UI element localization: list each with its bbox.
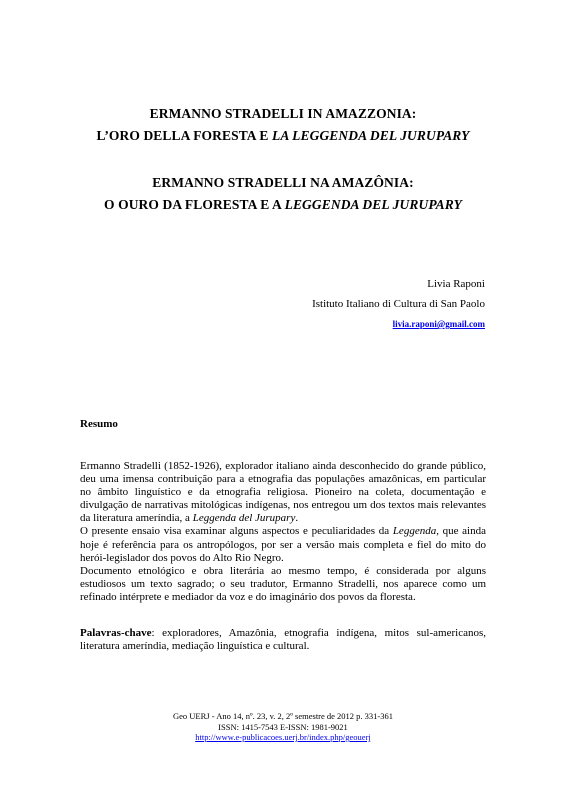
author-affiliation: Istituto Italiano di Cultura di San Paolo (312, 298, 485, 310)
footer-journal-link[interactable]: http://www.e-publicacoes.uerj.br/index.php/geouerj (195, 732, 371, 742)
footer-issn: ISSN: 1415-7543 E-ISSN: 1981-9021 (218, 721, 348, 732)
abstract-body (80, 460, 486, 604)
title-portuguese-italic: LEGGENDA DEL JURUPARY (284, 197, 462, 212)
abstract-heading: Resumo (80, 418, 118, 430)
title-portuguese-line-2 (0, 197, 566, 213)
title-italian-text-2: L’ORO DELLA FORESTA E (96, 128, 272, 143)
title-italian-text-1: ERMANNO STRADELLI IN AMAZZONIA: (149, 106, 417, 121)
abstract-p1-italic: Leggenda del Jurupary (192, 512, 296, 525)
abstract-p1-text: Ermanno Stradelli (1852-1926), explorador italiano ainda desconhecido do grande público, deu uma imensa contribuição para a etnografia das populações amazônicas, em particular no âmbito linguístico e da etnografia religiosa. Pioneiro na coleta, documentação e divulgação de narrativas mitológicas indígenas, nos entregou um dos textos mais relevantes da literatura ameríndia, a (80, 460, 486, 525)
abstract-p2-start: O presente ensaio visa examinar alguns aspectos e peculiaridades da (80, 525, 393, 538)
keywords-text: : exploradores, Amazônia, etnografia indígena, mitos sul-americanos, literatura ameríndia, mediação linguística e cultural. (80, 627, 486, 653)
author-email-link[interactable]: livia.raponi@gmail.com (392, 319, 485, 329)
title-portuguese-text-2: O OURO DA FLORESTA E A (104, 197, 285, 212)
abstract-p1-end: . (295, 512, 299, 525)
title-italian-line-1 (0, 106, 566, 122)
abstract-paragraph-2 (80, 525, 486, 564)
title-portuguese-line-1 (0, 175, 566, 191)
author-name: Livia Raponi (427, 278, 485, 290)
title-italian-line-2 (0, 128, 566, 144)
abstract-paragraph-1 (80, 460, 486, 525)
keywords-label: Palavras-chave (80, 627, 152, 639)
journal-footer (0, 711, 566, 743)
abstract-paragraph-3: Documento etnológico e obra literária ao mesmo tempo, é considerada por alguns estudiosos um texto sagrado; o seu tradutor, Ermanno Stradelli, nos aparece como um refinado intérprete e mediador da voz e do imaginário dos povos da floresta. (80, 564, 486, 603)
title-portuguese-text-1: ERMANNO STRADELLI NA AMAZÔNIA: (152, 175, 414, 190)
footer-citation: Geo UERJ - Ano 14, nº. 23, v. 2, 2º semestre de 2012 p. 331-361 (172, 711, 394, 721)
title-italian-italic: LA LEGGENDA DEL JURUPARY (271, 128, 470, 143)
abstract-p2-end: , que ainda hoje é referência para os antropólogos, por ser a versão mais completa e fiel do mito do herói-legislador dos povos do Alto Rio Negro. (80, 525, 486, 564)
abstract-p2-italic: Leggenda (392, 525, 437, 538)
keywords-block (80, 627, 486, 653)
